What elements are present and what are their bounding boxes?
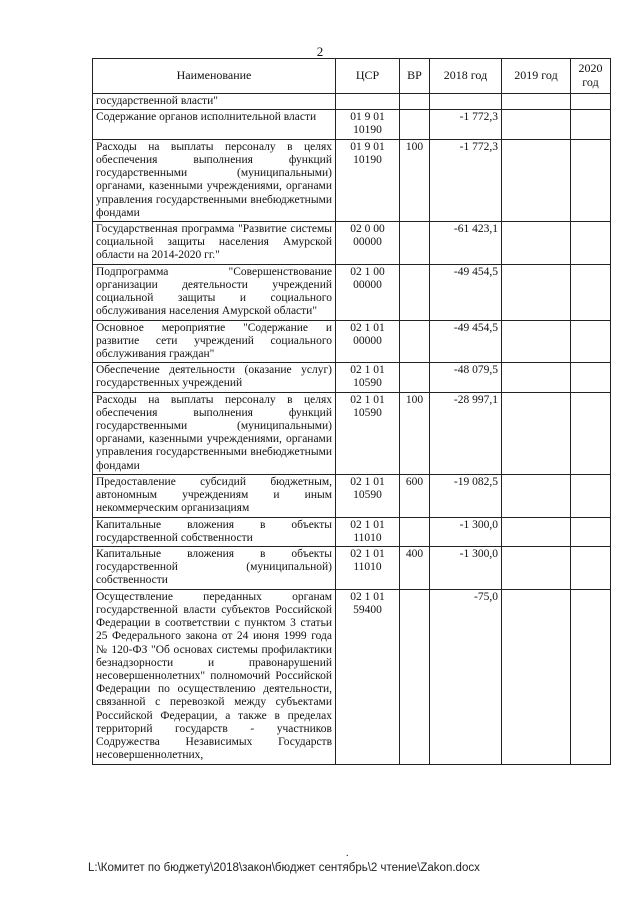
- cell-2019: [502, 547, 571, 590]
- cell-csr: 02 1 01 10590: [336, 392, 400, 474]
- cell-2020: [571, 264, 611, 320]
- table-row: [93, 392, 611, 474]
- cell-name: Капитальные вложения в объекты государственной (муниципальной) собственности: [93, 547, 336, 590]
- cell-csr: [336, 94, 400, 110]
- cell-name: государственной власти": [93, 94, 336, 110]
- cell-csr: 02 1 01 00000: [336, 320, 400, 363]
- table-row: [93, 517, 611, 546]
- header-2019: 2019 год: [502, 59, 571, 94]
- cell-2020: [571, 94, 611, 110]
- cell-vr: 400: [400, 547, 430, 590]
- cell-2018: -75,0: [430, 589, 502, 764]
- cell-vr: [400, 363, 430, 392]
- cell-2020: [571, 110, 611, 139]
- cell-csr: 02 1 01 10590: [336, 474, 400, 517]
- cell-name: Расходы на выплаты персоналу в целях обеспечения выполнения функций государственными (муниципальными) органами, казенными учреждениями, органами управления государственными внебюджетными фондами: [93, 392, 336, 474]
- cell-2019: [502, 110, 571, 139]
- cell-2018: -1 772,3: [430, 139, 502, 221]
- header-csr: ЦСР: [336, 59, 400, 94]
- cell-2020: [571, 474, 611, 517]
- cell-name: Содержание органов исполнительной власти: [93, 110, 336, 139]
- cell-vr: [400, 221, 430, 264]
- table-body: [93, 94, 611, 765]
- cell-vr: 100: [400, 392, 430, 474]
- budget-table: [92, 58, 611, 765]
- cell-name: Государственная программа "Развитие системы социальной защиты населения Амурской области на 2014-2020 гг.": [93, 221, 336, 264]
- cell-2020: [571, 392, 611, 474]
- cell-name: Расходы на выплаты персоналу в целях обеспечения выполнения функций государственными (муниципальными) органами, казенными учреждениями, органами управления государственными внебюджетными фондами: [93, 139, 336, 221]
- cell-name: Обеспечение деятельности (оказание услуг) государственных учреждений: [93, 363, 336, 392]
- header-vr: ВР: [400, 59, 430, 94]
- cell-csr: 02 1 01 11010: [336, 547, 400, 590]
- cell-name: Осуществление переданных органам государственной власти субъектов Российской Федерации в соответствии с пунктом 3 статьи 25 Федерального закона от 24 июня 1999 года № 120-ФЗ "Об основах системы профилактики безнадзорности и правонарушений несовершеннолетних" полномочий Российской Федерации по осуществлению деятельности, связанной с перевозкой между субъектами Российской Федерации, а также в пределах территорий государств - участников Содружества Независимых Государств несовершеннолетних,: [93, 589, 336, 764]
- cell-csr: 02 0 00 00000: [336, 221, 400, 264]
- cell-2020: [571, 221, 611, 264]
- cell-csr: 02 1 00 00000: [336, 264, 400, 320]
- cell-2018: -1 772,3: [430, 110, 502, 139]
- table-row: [93, 94, 611, 110]
- header-name: Наименование: [93, 59, 336, 94]
- cell-2018: -28 997,1: [430, 392, 502, 474]
- file-path-footer: L:\Комитет по бюджету\2018\закон\бюджет сентябрь\2 чтение\Zakon.docx: [88, 862, 480, 874]
- cell-2019: [502, 264, 571, 320]
- cell-2018: -1 300,0: [430, 517, 502, 546]
- cell-2018: [430, 94, 502, 110]
- cell-2020: [571, 547, 611, 590]
- cell-2020: [571, 589, 611, 764]
- cell-vr: [400, 110, 430, 139]
- cell-2019: [502, 589, 571, 764]
- table-row: [93, 264, 611, 320]
- cell-2019: [502, 517, 571, 546]
- cell-2020: [571, 320, 611, 363]
- cell-2019: [502, 139, 571, 221]
- cell-2018: -49 454,5: [430, 264, 502, 320]
- cell-vr: 100: [400, 139, 430, 221]
- cell-2020: [571, 139, 611, 221]
- footer-mark: .: [346, 848, 349, 859]
- cell-vr: [400, 320, 430, 363]
- cell-2018: -48 079,5: [430, 363, 502, 392]
- cell-vr: [400, 264, 430, 320]
- cell-2019: [502, 320, 571, 363]
- cell-name: Капитальные вложения в объекты государственной собственности: [93, 517, 336, 546]
- cell-csr: 01 9 01 10190: [336, 139, 400, 221]
- cell-2018: -61 423,1: [430, 221, 502, 264]
- cell-2019: [502, 363, 571, 392]
- table-row: [93, 320, 611, 363]
- table-row: [93, 221, 611, 264]
- cell-2019: [502, 94, 571, 110]
- cell-2018: -19 082,5: [430, 474, 502, 517]
- document-sheet: [92, 58, 610, 765]
- cell-vr: [400, 94, 430, 110]
- table-row: [93, 363, 611, 392]
- header-2018: 2018 год: [430, 59, 502, 94]
- cell-csr: 02 1 01 11010: [336, 517, 400, 546]
- cell-vr: [400, 517, 430, 546]
- page-number: 2: [316, 44, 324, 59]
- table-row: [93, 589, 611, 764]
- cell-2020: [571, 517, 611, 546]
- header-2020: 2020 год: [571, 59, 611, 94]
- table-row: [93, 474, 611, 517]
- cell-csr: 02 1 01 10590: [336, 363, 400, 392]
- cell-csr: 01 9 01 10190: [336, 110, 400, 139]
- table-row: [93, 110, 611, 139]
- cell-csr: 02 1 01 59400: [336, 589, 400, 764]
- table-header-row: [93, 59, 611, 94]
- cell-2019: [502, 221, 571, 264]
- cell-vr: [400, 589, 430, 764]
- cell-name: Подпрограмма "Совершенствование организации деятельности учреждений социальной защиты и социального обслуживания населения Амурской области": [93, 264, 336, 320]
- cell-2019: [502, 392, 571, 474]
- cell-name: Основное мероприятие "Содержание и развитие сети учреждений социального обслуживания граждан": [93, 320, 336, 363]
- cell-2019: [502, 474, 571, 517]
- cell-2020: [571, 363, 611, 392]
- cell-vr: 600: [400, 474, 430, 517]
- table-row: [93, 547, 611, 590]
- cell-2018: -1 300,0: [430, 547, 502, 590]
- table-row: [93, 139, 611, 221]
- cell-name: Предоставление субсидий бюджетным, автономным учреждениям и иным некоммерческим организациям: [93, 474, 336, 517]
- cell-2018: -49 454,5: [430, 320, 502, 363]
